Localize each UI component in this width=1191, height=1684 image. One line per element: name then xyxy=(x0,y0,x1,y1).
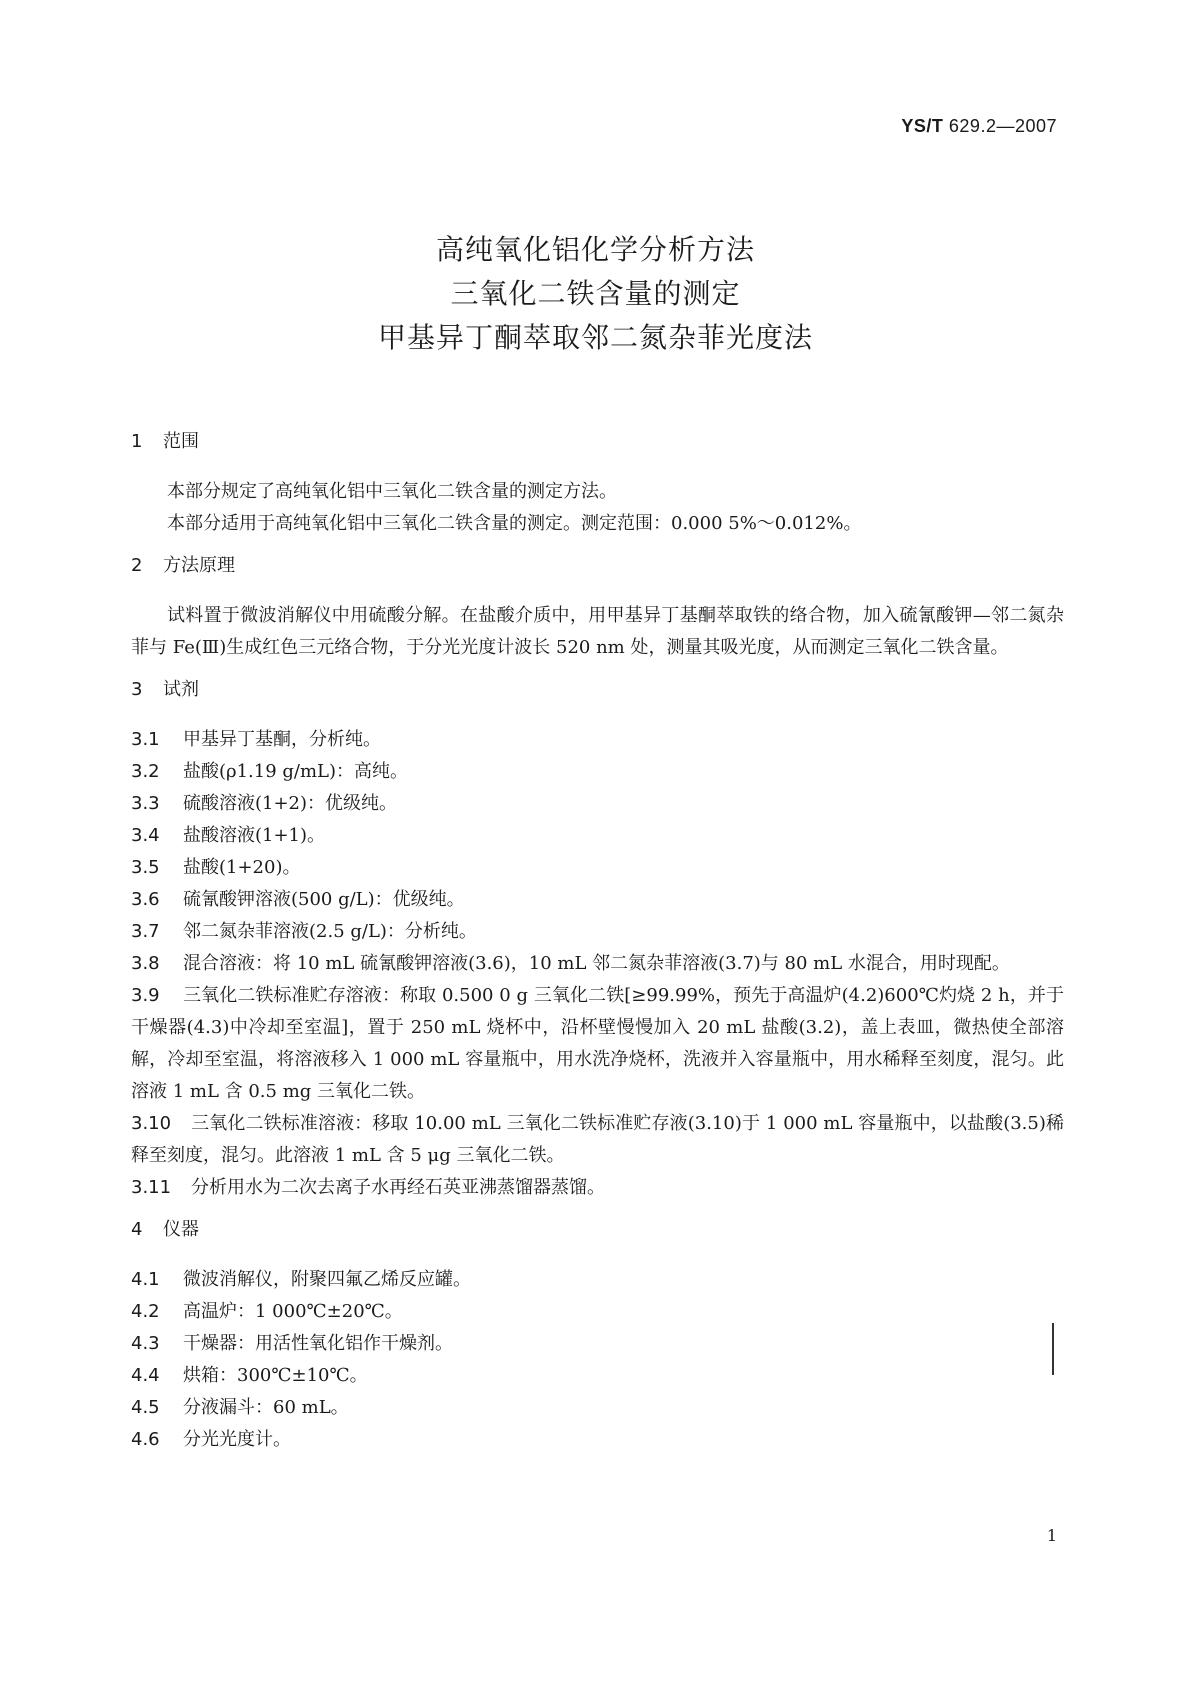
list-item xyxy=(131,852,1064,884)
item-number: 3.8 xyxy=(131,953,160,974)
section-heading-scope xyxy=(131,430,1064,454)
item-number: 3.4 xyxy=(131,825,160,846)
list-item xyxy=(131,1296,1064,1328)
list-item xyxy=(131,980,1064,1108)
title-line-1: 高纯氧化铝化学分析方法 xyxy=(435,233,755,266)
list-item xyxy=(131,820,1064,852)
list-item xyxy=(131,1328,1064,1360)
item-text: 干燥器：用活性氧化铝作干燥剂。 xyxy=(183,1333,453,1354)
item-text: 盐酸(ρ1.19 g/mL)：高纯。 xyxy=(183,761,409,782)
item-number: 4.4 xyxy=(131,1365,160,1386)
item-text: 甲基异丁基酮，分析纯。 xyxy=(183,729,381,750)
item-text: 邻二氮杂菲溶液(2.5 g/L)：分析纯。 xyxy=(183,921,477,942)
item-number: 3.9 xyxy=(131,985,160,1006)
item-text: 三氧化二铁标准溶液：移取 10.00 mL 三氧化二铁标准贮存液(3.10)于 1 000 mL 容量瓶中，以盐酸(3.5)稀释至刻度，混匀。此溶液 1 mL 含 5 μg 三氧化二铁。 xyxy=(131,1113,1064,1166)
section-number: 1 xyxy=(131,431,143,452)
item-number: 4.1 xyxy=(131,1269,160,1290)
item-number: 4.2 xyxy=(131,1301,160,1322)
item-text: 三氧化二铁标准贮存溶液：称取 0.500 0 g 三氧化二铁[≥99.99%，预先于高温炉(4.2)600℃灼烧 2 h，并于干燥器(4.3)中冷却至室温]，置于 250 mL 烧杯中，沿杯壁慢慢加入 20 mL 盐酸(3.2)，盖上表皿，微热使全部溶解，冷却至室温，将溶液移入 1 000 mL 容量瓶中，用水洗净烧杯，洗液并入容量瓶中，用水稀释至刻度，混匀。此溶液 1 mL 含 0.5 mg 三氧化二铁。 xyxy=(131,985,1064,1102)
section-number: 3 xyxy=(131,679,143,700)
item-number: 3.11 xyxy=(131,1177,172,1198)
section-title: 方法原理 xyxy=(163,555,235,576)
list-item xyxy=(131,1264,1064,1296)
item-number: 3.5 xyxy=(131,857,160,878)
item-number: 3.2 xyxy=(131,761,160,782)
list-item xyxy=(131,1392,1064,1424)
section-heading-apparatus xyxy=(131,1218,1064,1242)
item-text: 分液漏斗：60 mL。 xyxy=(183,1397,349,1418)
paragraph: 试料置于微波消解仪中用硫酸分解。在盐酸介质中，用甲基异丁基酮萃取铁的络合物，加入硫氰酸钾—邻二氮杂菲与 Fe(Ⅲ)生成红色三元络合物，于分光光度计波长 520 nm 处，测量其吸光度，从而测定三氧化二铁含量。 xyxy=(131,605,1064,658)
item-text: 微波消解仪，附聚四氟乙烯反应罐。 xyxy=(183,1269,471,1290)
item-text: 硫氰酸钾溶液(500 g/L)：优级纯。 xyxy=(183,889,465,910)
title-line-3: 甲基异丁酮萃取邻二氮杂菲光度法 xyxy=(377,321,813,354)
section-title: 范围 xyxy=(163,431,199,452)
list-item xyxy=(131,1424,1064,1456)
section-number: 4 xyxy=(131,1219,143,1240)
item-number: 4.6 xyxy=(131,1429,160,1450)
list-item xyxy=(131,1360,1064,1392)
standard-number: 629.2—2007 xyxy=(948,116,1057,136)
item-text: 盐酸溶液(1+1)。 xyxy=(183,825,326,846)
section-title: 试剂 xyxy=(163,679,199,700)
item-number: 4.3 xyxy=(131,1333,160,1354)
list-item xyxy=(131,724,1064,756)
section-heading-reagents xyxy=(131,678,1064,702)
list-item xyxy=(131,788,1064,820)
revision-bar xyxy=(1052,1323,1054,1375)
item-number: 4.5 xyxy=(131,1397,160,1418)
item-number: 3.7 xyxy=(131,921,160,942)
item-number: 3.3 xyxy=(131,793,160,814)
list-item xyxy=(131,756,1064,788)
item-text: 分析用水为二次去离子水再经石英亚沸蒸馏器蒸馏。 xyxy=(191,1177,605,1198)
page-number: 1 xyxy=(1046,1526,1057,1545)
section-heading-principle xyxy=(131,554,1064,578)
standard-code xyxy=(901,116,1057,137)
document-title xyxy=(0,228,1191,360)
list-item xyxy=(131,1172,1064,1204)
item-number: 3.10 xyxy=(131,1113,172,1134)
item-text: 混合溶液：将 10 mL 硫氰酸钾溶液(3.6)，10 mL 邻二氮杂菲溶液(3.7)与 80 mL 水混合，用时现配。 xyxy=(183,953,1010,974)
section-number: 2 xyxy=(131,555,143,576)
list-item xyxy=(131,916,1064,948)
list-item xyxy=(131,884,1064,916)
item-text: 盐酸(1+20)。 xyxy=(183,857,301,878)
list-item xyxy=(131,948,1064,980)
list-item xyxy=(131,1108,1064,1172)
paragraph: 本部分规定了高纯氧化铝中三氧化二铁含量的测定方法。 xyxy=(167,481,617,502)
item-text: 分光光度计。 xyxy=(183,1429,291,1450)
item-text: 高温炉：1 000℃±20℃。 xyxy=(183,1301,403,1322)
paragraph: 本部分适用于高纯氧化铝中三氧化二铁含量的测定。测定范围：0.000 5%～0.012%。 xyxy=(167,513,862,534)
item-number: 3.1 xyxy=(131,729,160,750)
document-body xyxy=(131,430,1064,1456)
item-number: 3.6 xyxy=(131,889,160,910)
item-text: 硫酸溶液(1+2)：优级纯。 xyxy=(183,793,398,814)
item-text: 烘箱：300℃±10℃。 xyxy=(183,1365,368,1386)
section-title: 仪器 xyxy=(163,1219,199,1240)
title-line-2: 三氧化二铁含量的测定 xyxy=(450,277,741,310)
standard-prefix: YS/T xyxy=(901,116,944,136)
